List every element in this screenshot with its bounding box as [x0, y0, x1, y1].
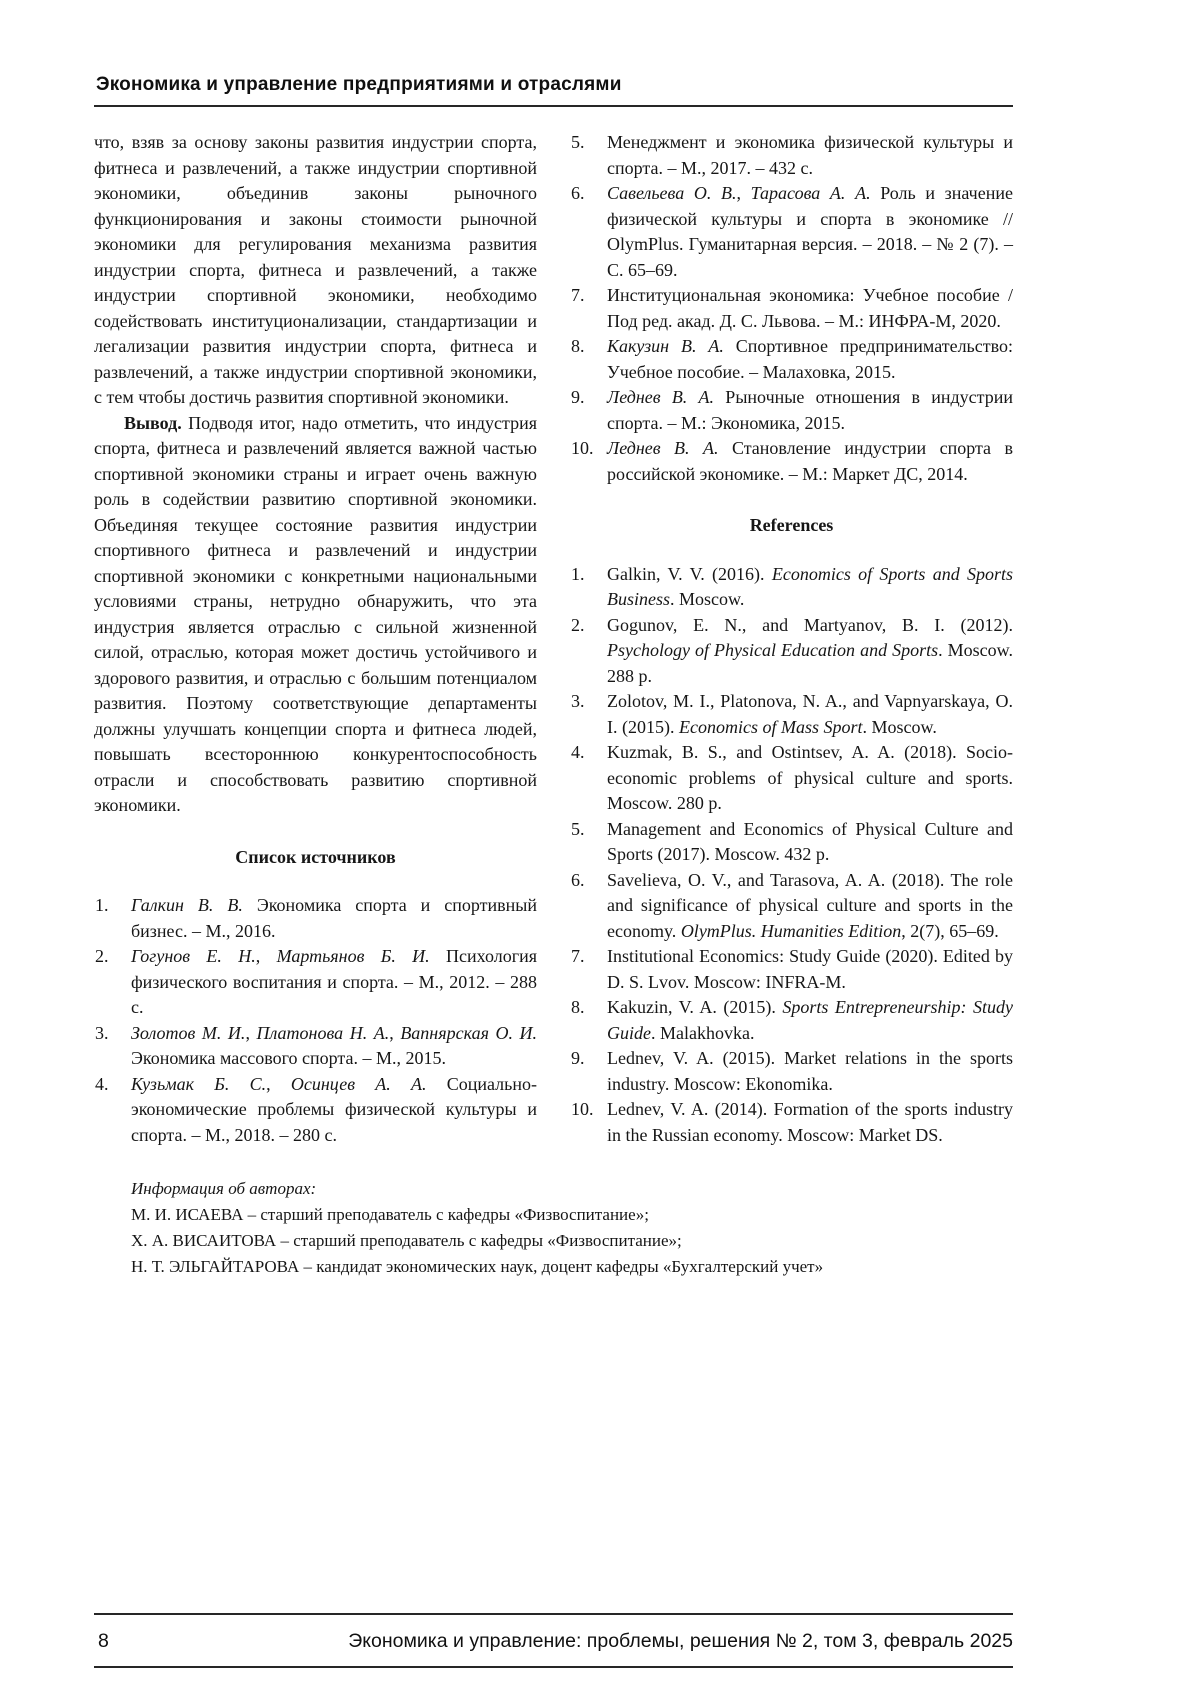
item-number: 6. — [571, 869, 585, 890]
item-number: 5. — [571, 818, 585, 839]
source-item — [570, 181, 1013, 283]
item-number: 8. — [571, 336, 585, 356]
conclusion-text: Подводя итог, надо отметить, что индустрия спорта, фитнеса и развлечений является важной частью спортивной экономики страны и играет очень важную роль в содействии развитию спортивной экономики. Объединяя текущее состояние развития индустрии спортивного фитнеса и развлечений и индустрии спортивной экономики с конкретными национальными условиями страны, нетрудно обнаружить, что эта индустрия является отраслью с сильной жизненной силой, отраслью, которая может достичь устойчивого и здорового развития, и отраслью с большим потенциалом развития. Поэтому соответствующие департаменты должны улучшать концепции спорта и фитнеса людей, повышать всестороннюю конкурентоспособность отрасли и способствовать развитию спортивной экономики. — [94, 412, 537, 815]
item-text: Институциональная экономика: Учебное пособие / Под ред. акад. Д. С. Львова. – М.: ИНФРА-М, 2020. — [607, 285, 1013, 331]
references-heading: References — [749, 515, 834, 535]
page-content — [94, 74, 1013, 1280]
reference-item — [570, 868, 1013, 945]
item-number: 7. — [571, 946, 585, 966]
item-text: Savelieva, O. V., and Tarasova, A. A. (2018). The role and significance of physical culture and sports in the economy. OlymPlus. Humanities Edition, 2(7), 65–69. — [607, 869, 1013, 941]
item-number: 4. — [571, 742, 585, 762]
item-number: 10. — [571, 1099, 594, 1119]
source-item — [570, 130, 1013, 181]
item-text: Lednev, V. A. (2014). Formation of the sports industry in the Russian economy. Moscow: Market DS. — [607, 1099, 1013, 1145]
item-number: 7. — [571, 285, 585, 305]
item-number: 5. — [571, 132, 585, 152]
item-text: Кузьмак Б. С., Осинцев А. А. Социально-экономические проблемы физической культуры и спорта. – М., 2018. – 280 с. — [131, 1073, 537, 1145]
source-item — [94, 944, 537, 1021]
source-item — [570, 334, 1013, 385]
item-text: Institutional Economics: Study Guide (2020). Edited by D. S. Lvov. Moscow: INFRA-M. — [607, 946, 1013, 992]
item-text: Савельева О. В., Тарасова А. А. Роль и значение физической культуры и спорта в экономике // OlymPlus. Гуманитарная версия. – 2018. – № 2 (7). – С. 65–69. — [607, 183, 1013, 280]
conclusion-paragraph — [94, 411, 537, 819]
reference-item — [570, 562, 1013, 613]
item-text: Леднев В. А. Становление индустрии спорта в российской экономике. – М.: Маркет ДС, 2014. — [607, 438, 1013, 484]
item-number: 3. — [95, 1022, 109, 1043]
right-column — [570, 130, 1013, 1148]
source-item — [94, 1072, 537, 1149]
sources-list-ru-right — [570, 130, 1013, 487]
reference-item — [570, 1097, 1013, 1148]
references-list-en — [570, 562, 1013, 1149]
authors-info-heading: Информация об авторах: — [131, 1179, 317, 1198]
item-text: Zolotov, M. I., Platonova, N. A., and Vapnyarskaya, O. I. (2015). Economics of Mass Sport. Moscow. — [607, 691, 1013, 737]
sources-heading: Список источников — [235, 846, 396, 867]
item-number: 2. — [95, 946, 109, 966]
page-footer — [94, 1613, 1013, 1668]
item-text: Менеджмент и экономика физической культуры и спорта. – М., 2017. – 432 с. — [607, 132, 1013, 178]
journal-title-line: Экономика и управление: проблемы, решения № 2, том 3, февраль 2025 — [348, 1630, 1013, 1652]
reference-item — [570, 995, 1013, 1046]
reference-item — [570, 613, 1013, 690]
item-number: 10. — [571, 438, 594, 458]
authors-info — [94, 1176, 1013, 1280]
author-line: М. И. ИСАЕВА – старший преподаватель с кафедры «Физвоспитание»; — [131, 1205, 649, 1224]
reference-item — [570, 740, 1013, 817]
reference-item — [570, 944, 1013, 995]
item-text: Галкин В. В. Экономика спорта и спортивный бизнес. – М., 2016. — [131, 895, 538, 941]
footer-row — [94, 1615, 1013, 1666]
authors-info-lines — [131, 1202, 1013, 1280]
item-number: 1. — [95, 895, 109, 915]
item-text: Gogunov, E. N., and Martyanov, B. I. (2012). Psychology of Physical Education and Sports. Moscow. 288 p. — [607, 614, 1013, 686]
item-text: Леднев В. А. Рыночные отношения в индустрии спорта. – М.: Экономика, 2015. — [607, 387, 1014, 433]
item-text: Management and Economics of Physical Culture and Sports (2017). Moscow. 432 p. — [607, 818, 1013, 864]
paragraph-text: что, взяв за основу законы развития индустрии спорта, фитнеса и развлечений, а также индустрии спортивной экономики, объединив законы рыночного функционирования и законы стоимости рыночной экономики для регулирования механизма развития индустрии спорта, фитнеса и развлечений, а также индустрии спортивной экономики, необходимо содействовать институционализации, стандартизации и легализации развития индустрии спорта, фитнеса и развлечений, а также индустрии спортивной экономики, с тем чтобы достичь развития спортивной экономики. — [94, 132, 537, 407]
item-text: Kakuzin, V. A. (2015). Sports Entrepreneurship: Study Guide. Malakhovka. — [607, 997, 1013, 1043]
item-text: Гогунов Е. Н., Мартьянов Б. И. Психология физического воспитания и спорта. – М., 2012. – 288 с. — [131, 946, 538, 1017]
item-text: Золотов М. И., Платонова Н. А., Вапнярская О. И. Экономика массового спорта. – М., 2015. — [131, 1022, 538, 1068]
continuation-paragraph — [94, 130, 537, 411]
item-number: 4. — [95, 1073, 109, 1094]
item-number: 1. — [571, 563, 585, 584]
page-number: 8 — [98, 1630, 109, 1652]
header-rule — [94, 105, 1013, 107]
source-item — [570, 436, 1013, 487]
reference-item — [570, 689, 1013, 740]
source-item — [570, 283, 1013, 334]
running-head: Экономика и управление предприятиями и отраслями — [96, 74, 622, 95]
author-line: Х. А. ВИСАИТОВА – старший преподаватель с кафедры «Физвоспитание»; — [131, 1231, 682, 1250]
item-number: 9. — [571, 387, 585, 407]
left-column — [94, 130, 537, 1148]
item-number: 2. — [571, 614, 585, 635]
footer-rule-bottom — [94, 1666, 1013, 1668]
item-text: Lednev, V. A. (2015). Market relations in the sports industry. Moscow: Ekonomika. — [607, 1048, 1013, 1094]
item-text: Galkin, V. V. (2016). Economics of Sports and Sports Business. Moscow. — [607, 563, 1013, 609]
reference-item — [570, 817, 1013, 868]
item-number: 6. — [571, 183, 585, 203]
item-number: 3. — [571, 691, 585, 711]
item-text: Какузин В. А. Спортивное предпринимательство: Учебное пособие. – Малаховка, 2015. — [607, 336, 1013, 382]
item-number: 8. — [571, 997, 585, 1017]
conclusion-label: Вывод. — [124, 412, 182, 433]
sources-list-ru-left — [94, 893, 537, 1148]
two-column-layout — [94, 130, 1013, 1148]
author-line: Н. Т. ЭЛЬГАЙТАРОВА – кандидат экономических наук, доцент кафедры «Бухгалтерский учет» — [131, 1257, 824, 1276]
source-item — [570, 385, 1013, 436]
item-number: 9. — [571, 1048, 585, 1068]
source-item — [94, 893, 537, 944]
reference-item — [570, 1046, 1013, 1097]
source-item — [94, 1021, 537, 1072]
item-text: Kuzmak, B. S., and Ostintsev, A. A. (2018). Socio-economic problems of physical culture and sports. Moscow. 280 p. — [607, 742, 1013, 813]
